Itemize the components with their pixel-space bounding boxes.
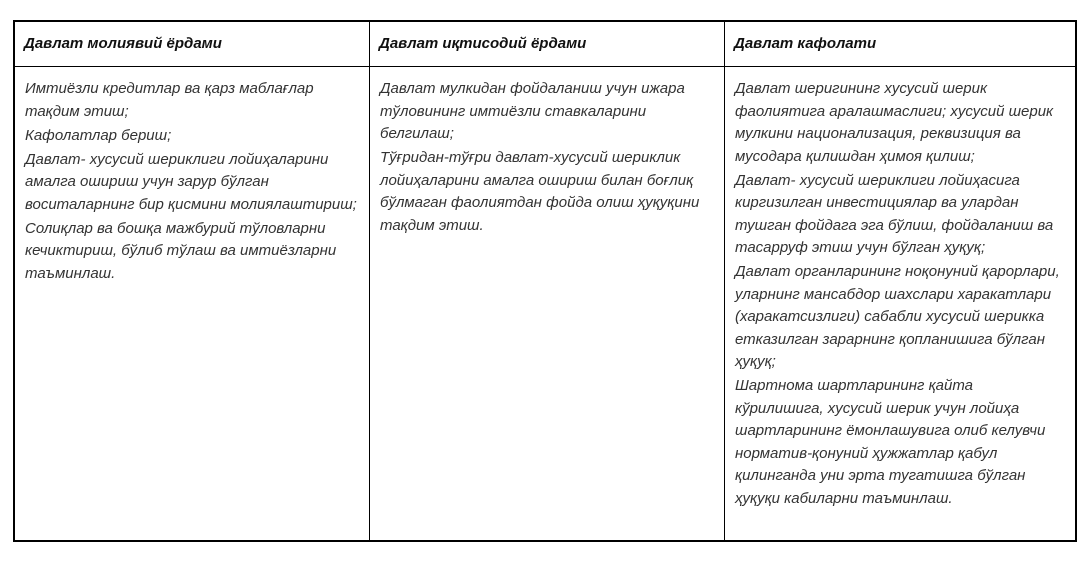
financial-item: Кафолатлар бериш; bbox=[25, 126, 172, 144]
guarantee-item: Давлат шеригининг хусусий шерик фаолиятига аралашмаслиги; хусусий шерик мулкини национализация, реквизиция ва мусодара қилишдан ҳимоя қилиш; bbox=[735, 80, 1054, 165]
header-financial-support: Давлат молиявий ёрдами bbox=[15, 22, 370, 66]
financial-item: Имтиёзли кредитлар ва қарз маблағлар тақдим этиш; bbox=[25, 80, 314, 120]
table-header-row bbox=[15, 22, 1075, 67]
state-guarantee-cell bbox=[725, 67, 1075, 540]
header-state-guarantee: Давлат кафолати bbox=[734, 35, 877, 52]
financial-support-cell bbox=[15, 67, 370, 540]
economic-support-cell bbox=[370, 67, 725, 540]
guarantee-item: Давлат- хусусий шериклиги лойиҳасига киргизилган инвестициялар ва улардан тушган фойдага эга бўлиш, фойдаланиш ва тасарруф этиш учун бўлган ҳуқуқ; bbox=[735, 171, 1054, 256]
financial-item: Давлат- хусусий шериклиги лойиҳаларини амалга ошириш учун зарур бўлган воситаларнинг бир қисмини молиялаштириш; bbox=[25, 150, 357, 213]
header-economic-support: Давлат иқтисодий ёрдами bbox=[370, 22, 725, 66]
financial-item: Солиқлар ва бошқа мажбурий тўловларни кечиктириш, бўлиб тўлаш ва имтиёзларни таъминлаш. bbox=[25, 219, 337, 282]
economic-item: Тўғридан-тўғри давлат-хусусий шериклик лойиҳаларини амалга ошириш билан боғлиқ бўлмаган фаолиятдан фойда олиш ҳуқуқини тақдим этиш. bbox=[380, 149, 700, 234]
guarantee-item: Шартнома шартларининг қайта кўрилишига, хусусий шерик учун лойиҳа шартларининг ёмонлашувига олиб келувчи норматив-қонуний ҳужжатлар қабул қилинганда уни эрта тугатишга бўлган ҳуқуқи кабиларни таъминлаш. bbox=[735, 377, 1046, 507]
economic-item: Давлат мулкидан фойдаланиш учун ижара тўловининг имтиёзли ставкаларини белгилаш; bbox=[380, 80, 685, 142]
comparison-table bbox=[13, 20, 1077, 542]
table-body-row bbox=[15, 67, 1075, 540]
guarantee-item: Давлат органларининг ноқонуний қарорлари, уларнинг мансабдор шахслари харакатлари (харакатсизлиги) сабабли хусусий шерикка етказилган зарарнинг қопланишига бўлган ҳуқуқ; bbox=[735, 263, 1060, 370]
